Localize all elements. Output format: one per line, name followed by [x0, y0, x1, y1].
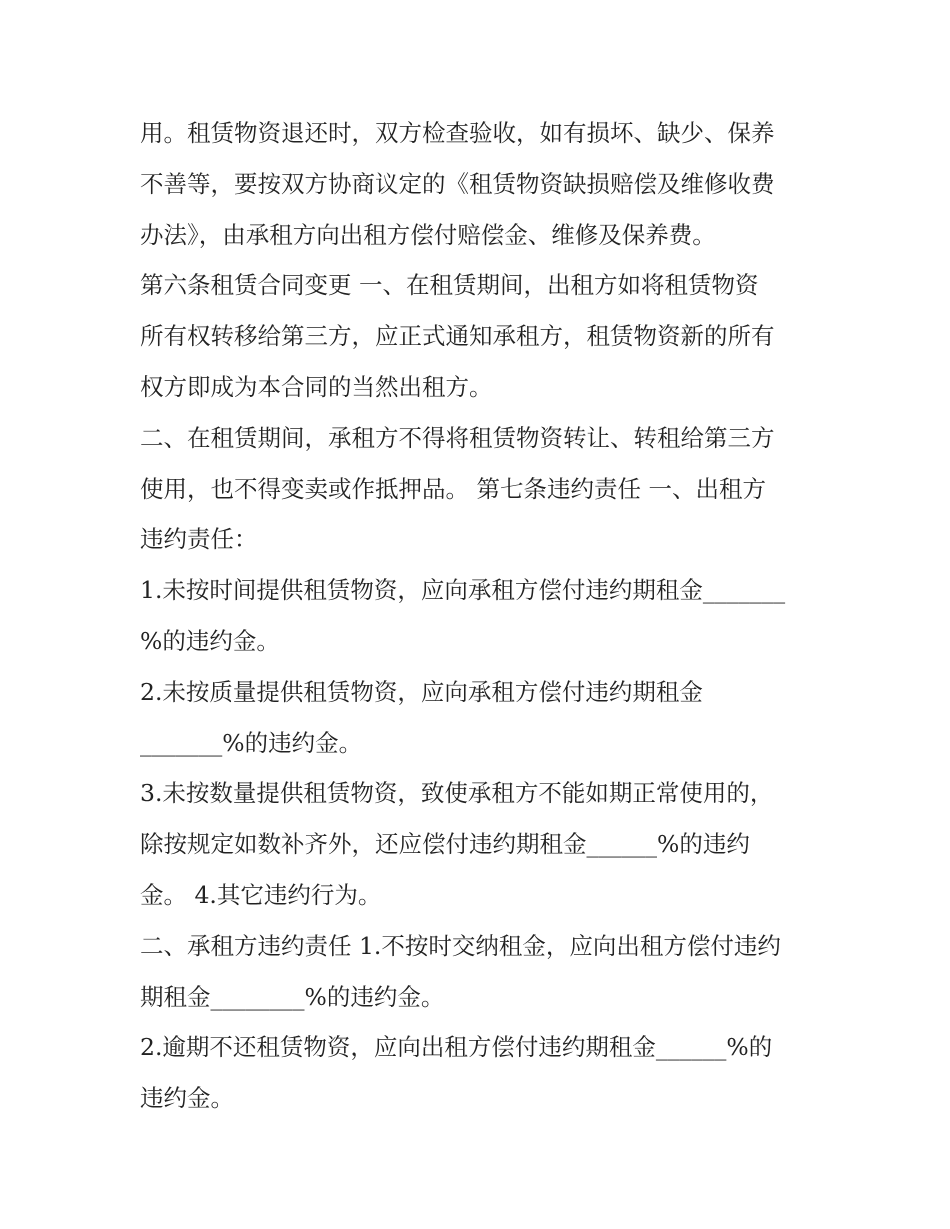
- text-line: 用。租赁物资退还时，双方检查验收，如有损坏、缺少、保养: [140, 119, 775, 147]
- document-body: [140, 108, 820, 1124]
- text-line: 二、承租方违约责任 1.不按时交纳租金，应向出租方偿付违约: [140, 931, 781, 960]
- text-line: 3.未按数量提供租赁物资，致使承租方不能如期正常使用的，: [140, 779, 774, 808]
- text-line: 办法》，由承租方向出租方偿付赔偿金、维修及保养费。: [140, 220, 716, 249]
- text-line: 违约金。: [140, 1084, 234, 1113]
- text-line: 除按规定如数补齐外，还应偿付违约期租金______%的违约: [140, 830, 750, 859]
- text-line: 第六条租赁合同变更 一、在租赁期间，出租方如将租赁物资: [140, 271, 759, 300]
- text-line: 二、在租赁期间，承租方不得将租赁物资转让、转租给第三方: [140, 423, 775, 452]
- text-line: 金。 4.其它违约行为。: [140, 880, 382, 909]
- text-line: 不善等，要按双方协商议定的《租赁物资缺损赔偿及维修收费: [140, 169, 775, 198]
- text-line: 权方即成为本合同的当然出租方。: [140, 372, 493, 401]
- text-line: _______%的违约金。: [140, 728, 363, 757]
- text-line: 1.未按时间提供租赁物资，应向承租方偿付违约期租金_______: [140, 576, 786, 605]
- text-line: 所有权转移给第三方，应正式通知承租方，租赁物资新的所有: [140, 322, 775, 351]
- text-line: 2.逾期不还租赁物资，应向出租方偿付违约期租金______%的: [140, 1033, 773, 1062]
- text-line: 期租金________%的违约金。: [140, 982, 445, 1011]
- text-line: %的违约金。: [140, 626, 280, 655]
- text-line: 使用，也不得变卖或作抵押品。 第七条违约责任 一、出租方: [140, 474, 766, 503]
- text-line: 2.未按质量提供租赁物资，应向承租方偿付违约期租金: [140, 677, 703, 706]
- text-line: 违约责任：: [140, 525, 258, 554]
